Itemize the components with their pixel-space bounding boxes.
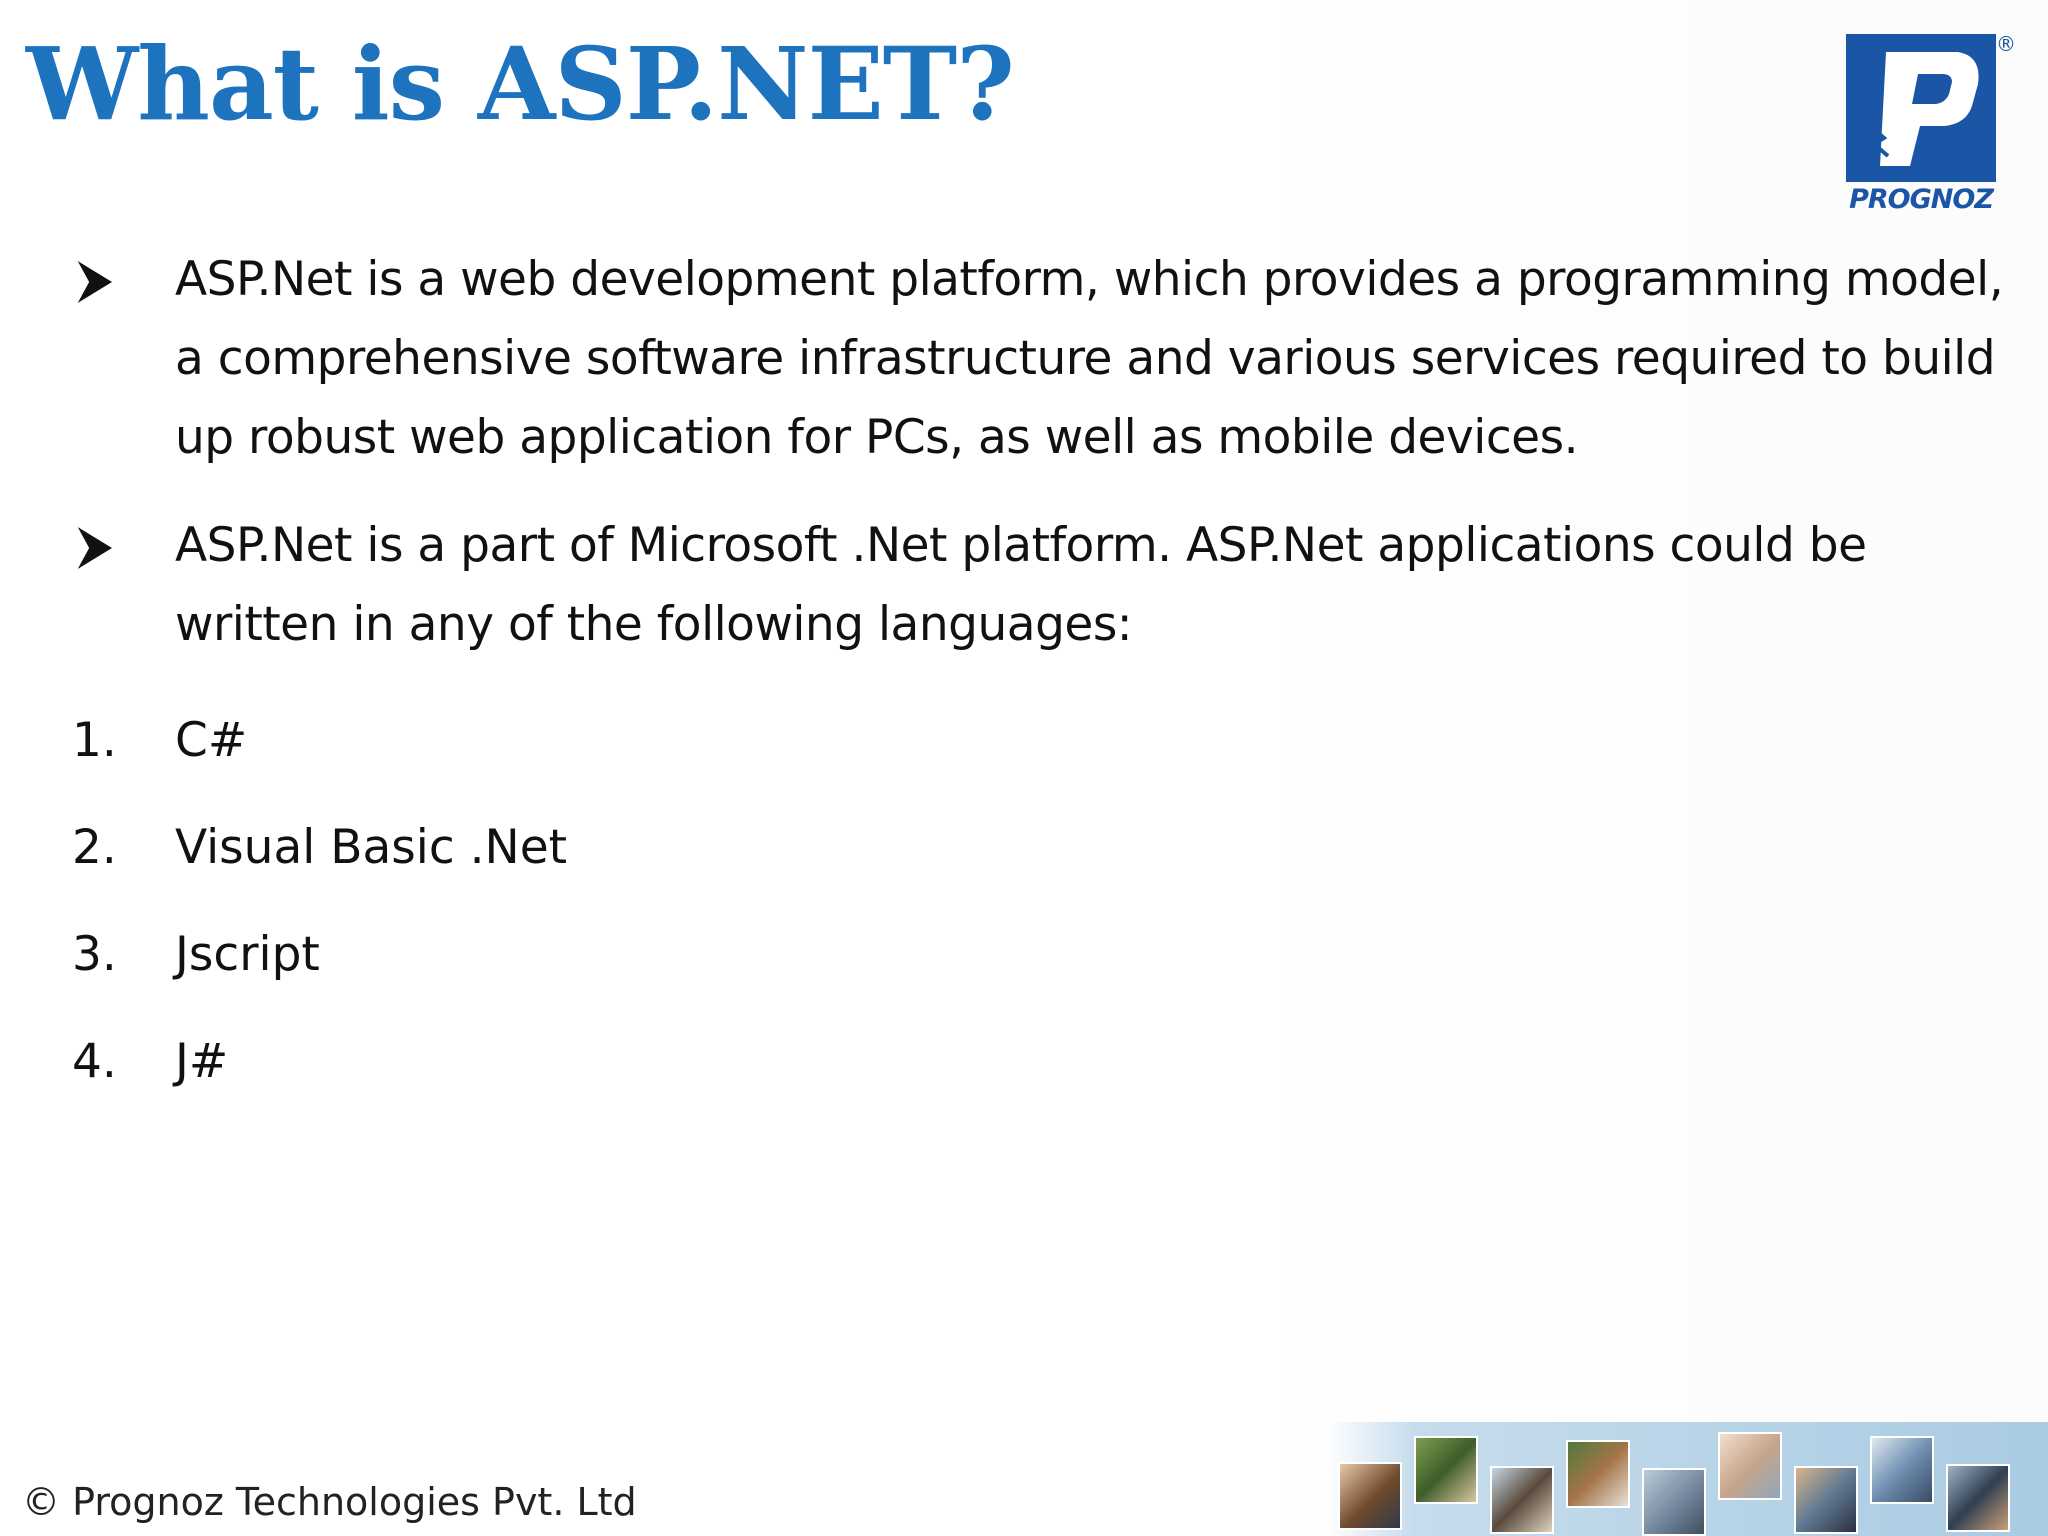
bullet-line: ASP.Net is a web development platform, which provides a programming model, bbox=[175, 252, 2004, 307]
numbered-item bbox=[0, 1027, 1200, 1097]
logo-text: PROGNOZ bbox=[1849, 184, 1993, 215]
item-text: C# bbox=[175, 713, 248, 768]
registered-mark: ® bbox=[1996, 32, 2016, 56]
item-number: 4. bbox=[72, 1034, 117, 1089]
numbered-item bbox=[0, 813, 1200, 883]
photo-thumbnail bbox=[1794, 1466, 1858, 1534]
item-number: 2. bbox=[72, 820, 117, 875]
photo-thumbnail bbox=[1566, 1440, 1630, 1508]
item-text: J# bbox=[175, 1034, 229, 1089]
arrowhead-bullet-icon bbox=[72, 256, 116, 308]
photo-thumbnail bbox=[1870, 1436, 1934, 1504]
numbered-item bbox=[0, 920, 1200, 990]
numbered-item bbox=[0, 706, 1200, 776]
photo-thumbnail bbox=[1642, 1468, 1706, 1536]
item-text: Visual Basic .Net bbox=[175, 820, 568, 875]
item-text: Jscript bbox=[175, 927, 320, 982]
slide-title: What is ASP.NET? bbox=[26, 25, 1014, 143]
bullet-line: written in any of the following languages: bbox=[175, 597, 1133, 652]
bullet-line: ASP.Net is a part of Microsoft .Net platform. ASP.Net applications could be bbox=[175, 518, 1867, 573]
item-number: 3. bbox=[72, 927, 117, 982]
footer-copyright: © Prognoz Technologies Pvt. Ltd bbox=[22, 1480, 637, 1524]
photo-strip bbox=[1328, 1422, 2048, 1536]
logo-p-icon bbox=[1846, 34, 1996, 182]
prognoz-logo bbox=[1846, 34, 2016, 219]
bullet-text bbox=[175, 506, 2015, 664]
bullet-line: up robust web application for PCs, as well as mobile devices. bbox=[175, 410, 1579, 465]
photo-thumbnail bbox=[1946, 1464, 2010, 1532]
photo-thumbnail bbox=[1338, 1462, 1402, 1530]
item-number: 1. bbox=[72, 713, 117, 768]
photo-thumbnail bbox=[1414, 1436, 1478, 1504]
photo-thumbnail bbox=[1490, 1466, 1554, 1534]
bullet-text bbox=[175, 240, 2015, 477]
arrowhead-bullet-icon bbox=[72, 522, 116, 574]
bullet-line: a comprehensive software infrastructure and various services required to build bbox=[175, 331, 1996, 386]
photo-thumbnail bbox=[1718, 1432, 1782, 1500]
logo-mark bbox=[1846, 34, 1996, 182]
